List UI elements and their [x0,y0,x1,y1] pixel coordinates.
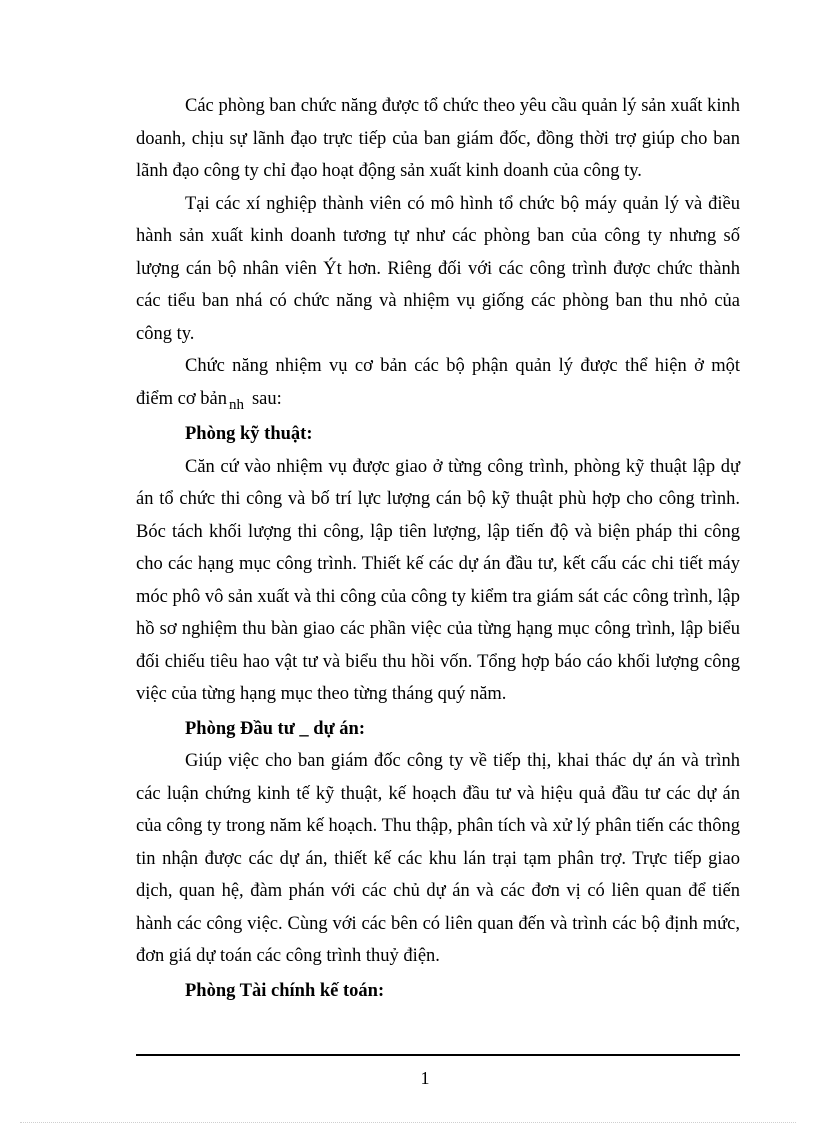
heading-technical-department: Phòng kỹ thuật: [185,424,313,444]
paragraph-departments-overview: Các phòng ban chức năng được tổ chức theo yêu cầu quản lý sản xuất kinh doanh, chịu sự lãnh đạo trực tiếp của ban giám đốc, đồng thời trợ giúp cho ban lãnh đạo công ty chỉ đạo hoạt động sản xuất kinh doanh của công ty. [136,96,740,181]
heading-investment-department: Phòng Đầu tư _ dự án: [185,718,366,739]
intro-subscript: nh [228,396,244,413]
footer-divider [136,1054,740,1056]
paragraph-functions-intro [136,350,740,416]
page-number: 1 [420,1068,430,1088]
intro-text-end: sau: [251,388,282,409]
paragraph-technical-department: Căn cứ vào nhiệm vụ được giao ở từng công trình, phòng kỹ thuật lập dự án tổ chức thi công và bố trí lực lượng cán bộ kỹ thuật phù hợp cho công trình. Bóc tách khối lượng thi công, lập tiên lượng, lập tiến độ và biện pháp thi công cho các hạng mục công trình. Thiết kế các dự án đầu tư, kết cấu các chi tiết máy móc phô vô sản xuất và thi công của công ty kiểm tra giám sát các công trình, lập hồ sơ nghiệm thu bàn giao các phần việc của từng hạng mục công trình, lập biểu đối chiếu tiêu hao vật tư và biểu thu hồi vốn. Tổng hợp báo cáo khối lượng công việc của từng hạng mục theo từng tháng quý năm. [136,456,740,704]
document-body [136,90,740,1007]
heading-finance-department: Phòng Tài chính kế toán: [185,980,385,1001]
paragraph-member-enterprises: Tại các xí nghiệp thành viên có mô hình tổ chức bộ máy quản lý và điều hành sản xuất kinh doanh tương tự như các phòng ban của công ty nhưng số lượng cán bộ nhân viên Ýt hơn. Riêng đối với các công trình được chức thành các tiểu ban nhá có chức năng và nhiệm vụ giống các phòng ban thu nhỏ của công ty. [136,193,740,344]
paragraph-investment-department: Giúp việc cho ban giám đốc công ty về tiếp thị, khai thác dự án và trình các luận chứng kinh tế kỹ thuật, kế hoạch đầu tư và hiệu quả đầu tư các dự án của công ty trong năm kế hoạch. Thu thập, phân tích và xử lý phân tiến các thông tin nhận được các dự án, thiết kế các khu lán trại tạm phân trợ. Trực tiếp giao dịch, quan hệ, đàm phán với các chủ dự án và các đơn vị có liên quan để tiến hành các công việc. Cùng với các bên có liên quan đến và trình các bộ định mức, đơn giá dự toán các công trình thuỷ điện. [136,751,740,966]
intro-text: Chức năng nhiệm vụ cơ bản các bộ phận quản lý được thể hiện ở một điểm cơ bản [136,356,740,409]
